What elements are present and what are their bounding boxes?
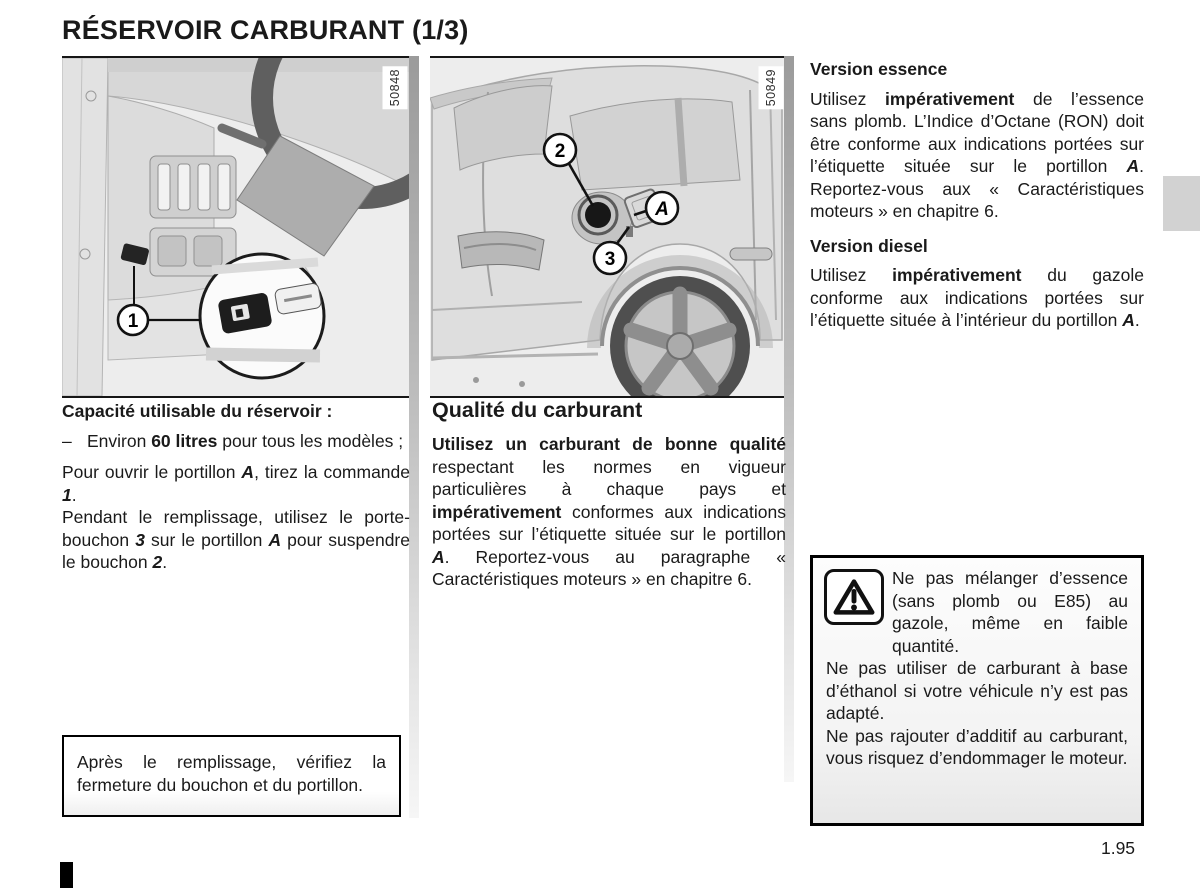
capacity-heading: Capacité utilisable du réservoir : (62, 401, 333, 421)
open-door-paragraph: Pour ouvrir le portillon A, tirez la commande 1. (62, 462, 411, 505)
figure-exterior (430, 56, 786, 398)
column-separator (409, 56, 419, 818)
warning-paragraph-1: Ne pas mélanger d’essence (sans plomb ou E85) au gazole, même en faible quantité. (892, 568, 1128, 656)
chapter-side-tab (1163, 176, 1200, 231)
note-box (62, 735, 401, 817)
page-title: RÉSERVOIR CARBURANT (1/3) (62, 15, 469, 45)
callout-1-label: 1 (127, 311, 139, 332)
warning-paragraph-3: Ne pas rajouter d’additif au carburant, vous risquez d’endommager le moteur. (826, 725, 1128, 768)
petrol-paragraph: Utilisez impérativement de l’essence sans plomb. L’Indice d’Octane (RON) doit être conforme aux indications portées sur l’étiquette située sur le portillon A. Reportez-vous aux « Caractéristiques moteurs » en chapitre 6. (810, 88, 1144, 221)
callout-2-label: 2 (554, 141, 566, 162)
bullet-dash: – (62, 430, 72, 451)
column-1 (62, 400, 410, 574)
figure-code: 50849 (759, 66, 784, 109)
diesel-heading: Version diesel (810, 235, 928, 256)
note-text: Après le remplissage, vérifiez la fermeture du bouchon et du portillon. (77, 752, 386, 795)
warning-paragraph-2: Ne pas utiliser de carburant à base d’éthanol si votre véhicule n’y est pas adapté. (826, 658, 1128, 723)
figure-interior (62, 56, 410, 398)
page-number: 1.95 (1100, 838, 1136, 858)
callout-A-label: A (655, 199, 669, 220)
column-3 (810, 58, 1144, 332)
warning-box (810, 555, 1144, 826)
column-2 (432, 397, 786, 591)
fuel-quality-heading: Qualité du carburant (432, 398, 643, 422)
figure-code: 50848 (383, 66, 408, 109)
interior-illustration (62, 58, 410, 396)
fuel-quality-paragraph: Utilisez un carburant de bonne qualité respectant les normes en vigueur particulières à chaque pays et impérativement conformes aux indications portées sur l’étiquette située sur le portillon A. Reportez-vous au paragraphe « Caractéristiques moteurs » en chapitre 6. (432, 434, 786, 589)
petrol-heading: Version essence (810, 59, 948, 79)
fuel-cap (585, 202, 611, 228)
bullet-text: Environ 60 litres pour tous les modèles ; (87, 430, 404, 451)
callout-3-label: 3 (604, 249, 616, 270)
warning-triangle-icon (824, 569, 884, 625)
exterior-illustration (430, 58, 786, 396)
capacity-bullet (62, 430, 410, 453)
filling-paragraph: Pendant le remplissage, utilisez le porte-bouchon 3 sur le portillon A pour suspendre le bouchon 2. (62, 507, 410, 572)
print-registration-mark (60, 862, 73, 888)
diesel-paragraph: Utilisez impérativement du gazole conforme aux indications portées sur l’étiquette située à l’intérieur du portillon A. (810, 265, 1144, 330)
